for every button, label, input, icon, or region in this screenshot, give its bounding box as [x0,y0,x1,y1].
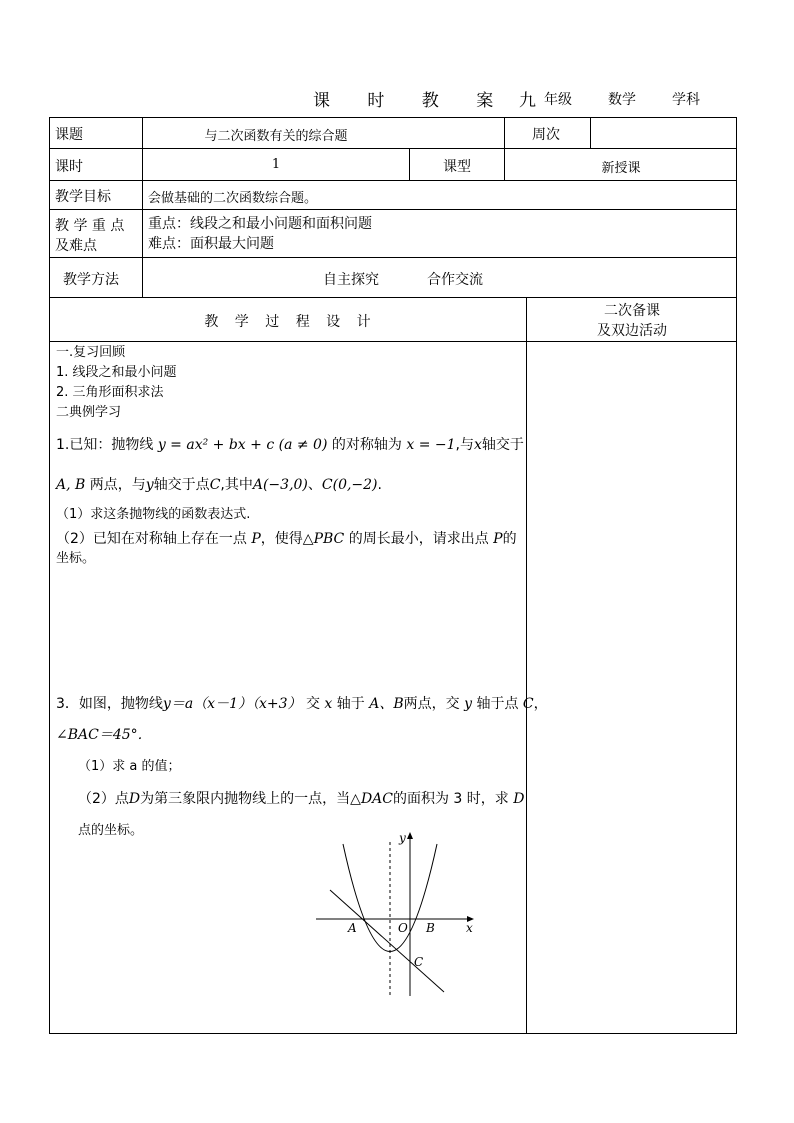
review-item-1: 1. 线段之和最小问题 [56,365,177,380]
row-divider [49,209,737,210]
parabola-figure [310,828,480,1000]
point: A(−3,0) [252,477,308,493]
variable: y [464,696,473,712]
text-run: ,与 [455,437,474,453]
text-run: 轴于点 [476,696,519,712]
text-run: 的面积为 3 时，求 [392,791,509,807]
text-run: ,其中 [220,477,253,493]
variable: PBC [313,531,345,547]
variable: x [473,437,482,453]
variable: D [128,791,141,807]
label-a: A [348,921,357,935]
key-point: 重点：线段之和最小问题和面积问题 [148,216,372,232]
row-divider [49,257,737,258]
process-label: 教 学 过 程 设 计 [204,314,371,330]
problem1-question2-cont: 坐标。 [56,551,96,566]
equation: y＝a（x－1）（x+3） [162,696,302,712]
side-label-line2: 及双边活动 [597,323,667,339]
week-label: 周次 [532,127,560,143]
examples-title: 二典例学习 [56,405,122,420]
method-label: 教学方法 [63,272,119,288]
equation: x = −1 [406,437,456,453]
text-run: 、 [307,477,322,493]
lesson-content [56,343,548,841]
grade-number: 九 [519,91,536,111]
label-b: B [426,921,435,935]
difficulty: 难点：面积最大问题 [148,236,274,252]
variable: y [145,477,154,493]
type-value: 新授课 [601,161,641,176]
problem1-question1: （1）求这条抛物线的函数表达式. [56,507,251,522]
text-run: 的 [502,531,517,547]
row-divider [49,148,737,149]
key-label-line2: 及难点 [55,238,97,254]
text-run: ， [533,696,548,712]
variable: P [251,531,261,547]
label-x: x [466,921,473,935]
variable: C [209,477,221,493]
problem3-line1 [56,694,548,714]
label-o: O [398,921,408,935]
angle: ∠BAC＝45°． [56,727,152,743]
review-item-2: 2. 三角形面积求法 [56,385,164,400]
hours-label: 课时 [55,159,83,175]
grade-label: 年级 [544,92,572,108]
problem3-line2 [56,725,522,745]
topic-label: 课题 [55,127,83,143]
row-divider [49,297,737,298]
side-label-line1: 二次备课 [604,303,660,319]
line-ac [330,890,444,992]
text-run: 轴交于 [481,437,524,453]
col-divider [526,297,527,1034]
label-y: y [399,831,406,845]
page-title: 课 时 教 案 [313,91,510,111]
goal-value: 会做基础的二次函数综合题。 [148,191,318,206]
label-c: C [414,955,424,969]
method-1: 自主探究 [323,272,379,288]
subject-name: 数学 [608,92,636,108]
text-run: 的对称轴为 [331,437,402,453]
col-divider [590,117,591,148]
col-divider [142,117,143,297]
text-run: 交 [305,696,320,712]
text-run: （2）已知在对称轴上存在一点 [56,531,247,547]
text-run: 轴交于点 [153,477,210,493]
y-axis-arrow [407,832,413,839]
problem1-line1 [56,435,522,455]
problem3-question1: （1）求 a 的值； [78,759,181,774]
variable: x [324,696,333,712]
text-run: 轴于 [336,696,365,712]
text-run: 两点，与 [89,477,146,493]
text-run: ，使得△ [260,531,314,547]
text-run: （2）点 [78,791,129,807]
key-label-line1: 教 学 重 点 [55,218,125,234]
review-title: 一.复习回顾 [56,345,126,360]
method-2: 合作交流 [427,272,483,288]
text-run: 1.已知：抛物线 [56,437,154,453]
problem3-question2-cont: 点的坐标。 [78,823,144,838]
subject-label: 学科 [672,92,700,108]
problem1-question2 [56,529,522,549]
equation: y = ax² + bx + c (a ≠ 0) [157,437,328,453]
row-divider [49,180,737,181]
type-label: 课型 [443,159,471,175]
problem3-question2 [56,789,525,809]
point: C(0,−2) [321,477,378,493]
variable: A、B [369,696,404,712]
row-divider [49,341,737,342]
text-run: 为第三象限内抛物线上的一点，当△ [140,791,361,807]
text-run: 两点，交 [403,696,460,712]
variable: C [522,696,534,712]
variable: P [493,531,503,547]
topic-value: 与二次函数有关的综合题 [204,129,348,144]
variable: DAC [360,791,393,807]
lesson-plan-header [0,86,794,110]
text-run: 3．如图，抛物线 [56,696,163,712]
problem1-line2 [56,475,522,495]
goal-label: 教学目标 [55,189,111,205]
hours-value: 1 [271,157,281,172]
text-run: . [377,477,382,493]
text-run: 的周长最小，请求出点 [348,531,489,547]
variable: D [513,791,525,807]
variable: A, B [56,477,86,493]
